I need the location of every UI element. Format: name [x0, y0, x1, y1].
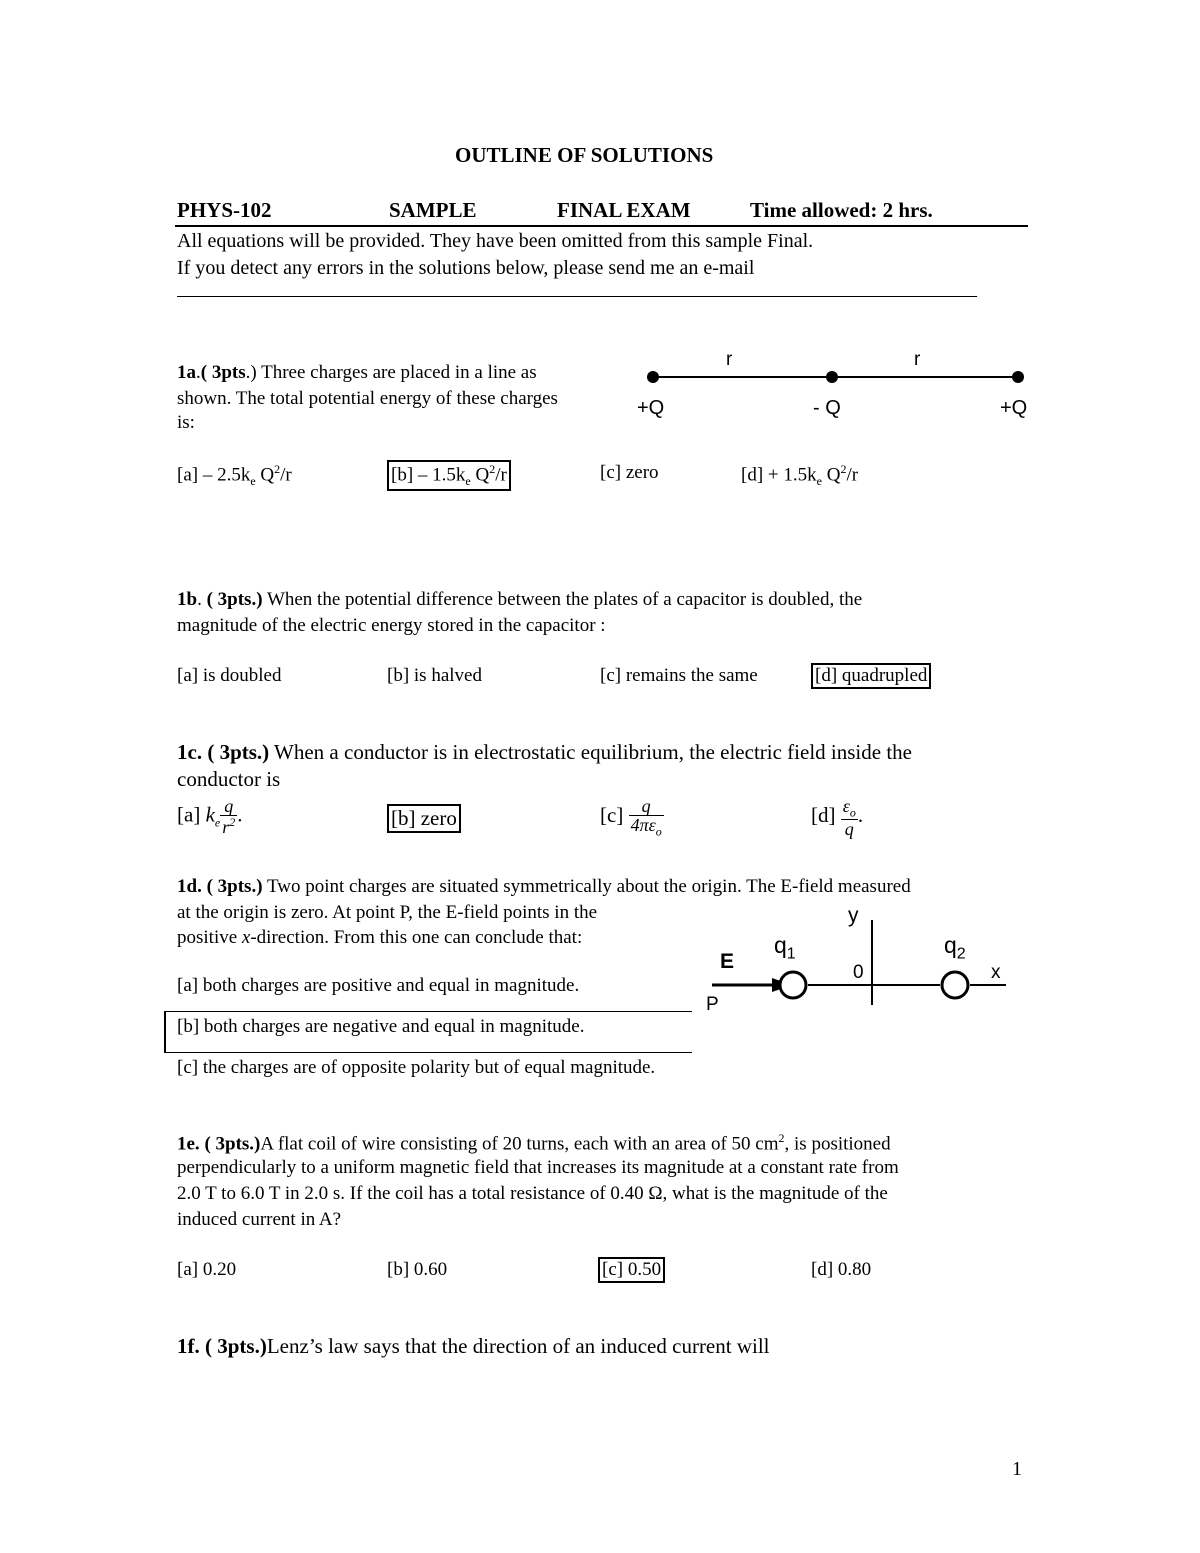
charge-label-right: +Q: [1000, 397, 1028, 419]
q1c-stem-line1: 1c. ( 3pts.) When a conductor is in electrostatic equilibrium, the electric field inside the: [177, 740, 912, 764]
note-equations: All equations will be provided. They have been omitted from this sample Final.: [177, 230, 814, 252]
charge-dot-middle: [826, 371, 838, 383]
q1b-option-d-correct[interactable]: [d] quadrupled: [811, 663, 931, 689]
q1e-stem-line1: 1e. ( 3pts.)A flat coil of wire consisting of 20 turns, each with an area of 50 $cm^2$, is positioned: [177, 1131, 891, 1155]
time-allowed: Time allowed: 2 hrs.: [750, 198, 933, 222]
sample-label: SAMPLE: [389, 198, 477, 222]
q1f-points: ( 3pts.): [205, 1334, 267, 1358]
q1a-stem-line2: shown. The total potential energy of these charges: [177, 388, 558, 409]
q1d-option-a[interactable]: [a] both charges are positive and equal in magnitude.: [177, 975, 580, 996]
q1d-option-b-correct[interactable]: [b] both charges are negative and equal in magnitude.: [177, 1016, 585, 1037]
q1f-stem: 1f. ( 3pts.)Lenz’s law says that the direction of an induced current will: [177, 1334, 770, 1358]
q1c-option-c[interactable]: [c] $\frac{q}{4\pi\varepsilon_o}$: [600, 796, 662, 839]
q1e-stem-line3: 2.0 T to 6.0 T in 2.0 s. If the coil has a total resistance of 0.40 Ω, what is the magnitude of the: [177, 1183, 888, 1204]
q1e-option-b[interactable]: [b] 0.60: [387, 1259, 448, 1280]
q1a-option-c[interactable]: [c] zero: [600, 462, 659, 483]
charge-q2: [942, 972, 968, 998]
q1a-text: .) Three charges are placed in a line as: [245, 362, 537, 383]
q1c-option-d[interactable]: [d] $\frac{\varepsilon_o}{q}$ .: [811, 796, 864, 839]
charge-q1: [780, 972, 806, 998]
q1d-stem-line3: positive x-direction. From this one can conclude that:: [177, 927, 583, 948]
exam-label: FINAL EXAM: [557, 198, 691, 222]
q1d-points: ( 3pts.): [206, 876, 263, 897]
note-errors: If you detect any errors in the solutions below, please send me an e-mail: [177, 257, 755, 279]
q1a-dot: .: [196, 362, 201, 383]
separator-line: ————————————————————————————————————————: [177, 284, 977, 306]
q1c-stem-line2: conductor is: [177, 767, 281, 791]
q1a-stem-line3: is:: [177, 412, 195, 433]
q1c-number: 1c.: [177, 740, 203, 764]
q1a-option-a[interactable]: $[a] - 2.5k_e$ $Q^2/r$: [177, 462, 292, 489]
q1b-stem-line1: 1b. ( 3pts.) When the potential difference between the plates of a capacitor is doubled, the: [177, 589, 863, 610]
distance-r-left: r: [726, 349, 733, 370]
charge-label-middle: - Q: [813, 397, 841, 419]
q1d-stem-line2: at the origin is zero. At point P, the E-field points in the: [177, 902, 598, 923]
q1b-stem-line2: magnitude of the electric energy stored in the capacitor :: [177, 615, 606, 636]
y-axis-label: y: [848, 904, 859, 927]
charge-dot-right: [1012, 371, 1024, 383]
q1-label: $q_1$: [774, 932, 796, 963]
q1d-number: 1d.: [177, 876, 202, 897]
q1a-option-d[interactable]: $[d] + 1.5k_e$ $Q^2/r$: [741, 462, 859, 489]
q1b-option-b[interactable]: [b] is halved: [387, 665, 482, 686]
course-code: PHYS-102: [177, 198, 272, 222]
distance-r-right: r: [914, 349, 921, 370]
point-p-label: P: [706, 994, 719, 1015]
q1e-stem-line2: perpendicularly to a uniform magnetic field that increases its magnitude at a constant rate from: [177, 1157, 899, 1178]
q1c-option-b-correct[interactable]: [b] zero: [387, 804, 461, 833]
q1e-points: ( 3pts.): [204, 1133, 261, 1155]
charge-dot-left: [647, 371, 659, 383]
q1d-option-c[interactable]: [c] the charges are of opposite polarity but of equal magnitude.: [177, 1057, 656, 1078]
q1b-number: 1b: [177, 589, 198, 610]
q1a-number: 1a: [177, 362, 196, 383]
charge-label-left: +Q: [637, 397, 665, 419]
q1b-option-c[interactable]: [c] remains the same: [600, 665, 758, 686]
q1f-number: 1f.: [177, 1334, 200, 1358]
q1b-option-a[interactable]: [a] is doubled: [177, 665, 282, 686]
page-number: 1: [1012, 1458, 1022, 1480]
header-rule: [175, 225, 1028, 227]
x-axis-label: x: [991, 962, 1001, 983]
q1b-points: ( 3pts.): [206, 589, 263, 610]
page-title: OUTLINE OF SOLUTIONS: [455, 143, 714, 167]
q1a-points: ( 3pts: [200, 362, 246, 383]
q1c-points: ( 3pts.): [207, 740, 270, 764]
e-field-label: E: [720, 950, 735, 973]
q1e-stem-line4: induced current in A?: [177, 1209, 342, 1230]
q1a-option-b-correct[interactable]: $[b] - 1.5k_e$ $Q^2/r$: [387, 460, 511, 491]
origin-label: 0: [853, 962, 864, 983]
q1e-option-d[interactable]: [d] 0.80: [811, 1259, 872, 1280]
q1a-stem-line1: [177, 362, 537, 384]
q1e-option-a[interactable]: [a] 0.20: [177, 1259, 237, 1280]
q1d-stem-line1: 1d. ( 3pts.) Two point charges are situated symmetrically about the origin. The E-field measured: [177, 876, 911, 897]
q1e-option-c-correct[interactable]: [c] 0.50: [598, 1257, 665, 1283]
q1e-number: 1e.: [177, 1133, 200, 1155]
q1c-option-a[interactable]: [a] $k_e$ $\frac{q}{r^2}$ .: [177, 796, 243, 837]
q2-label: $q_2$: [944, 932, 966, 963]
